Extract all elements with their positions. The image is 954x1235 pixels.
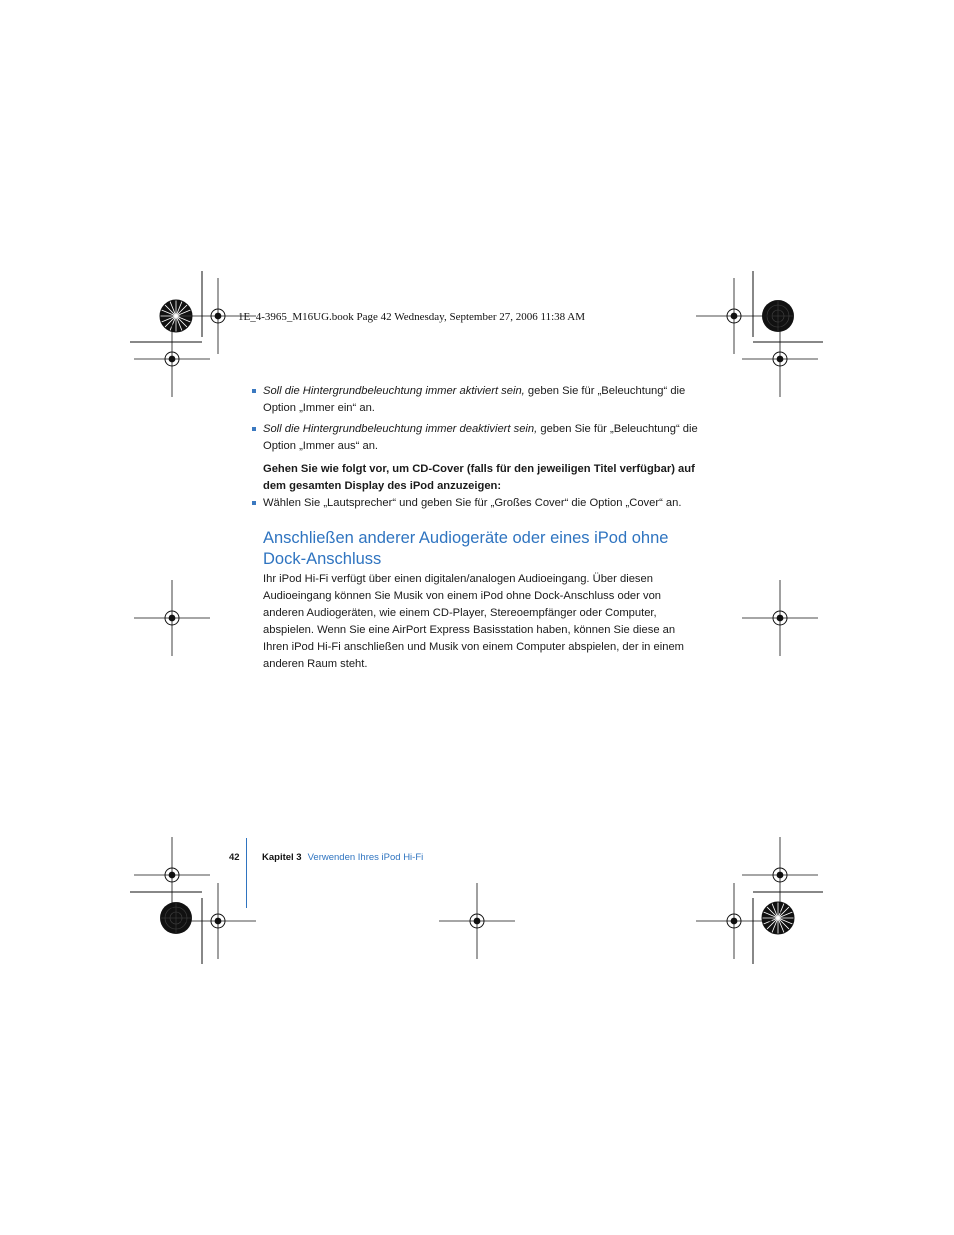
chapter-title: Verwenden Ihres iPod Hi-Fi: [307, 852, 424, 863]
page-number: 42: [229, 852, 240, 863]
footer-divider: [246, 838, 247, 908]
instruction-lead: Gehen Sie wie folgt vor, um CD-Cover (falls für den jeweiligen Titel verfügbar) auf dem gesamten Display des iPod anzuzeigen:: [263, 463, 695, 492]
list-item-text: geben Sie für „Beleuchtung“ die Option „Immer ein“ an.: [263, 385, 686, 414]
page-content: [263, 383, 698, 673]
print-job-header: 1E_4-3965_M16UG.book Page 42 Wednesday, September 27, 2006 11:38 AM: [238, 311, 586, 323]
list-item-italic: Soll die Hintergrundbeleuchtung immer aktiviert sein,: [263, 385, 525, 397]
footer-chapter: [262, 852, 423, 863]
list-item-text: Wählen Sie „Lautsprecher“ und geben Sie für „Großes Cover“ die Option „Cover“ an.: [263, 497, 682, 509]
bullet-icon: [252, 389, 256, 393]
section-body: Ihr iPod Hi-Fi verfügt über einen digitalen/analogen Audioeingang. Über diesen Audioeingang können Sie Musik von einem iPod ohne Dock-Anschluss oder von anderen Audiogeräten, wie einem CD-Player, Stereoempfänger oder Computer, abspielen. Wenn Sie eine AirPort Express Basisstation haben, können Sie diese an Ihren iPod Hi-Fi anschließen und Musik von einem Computer abspielen, der in einem anderen Raum steht.: [263, 573, 684, 670]
list-item-italic: Soll die Hintergrundbeleuchtung immer deaktiviert sein,: [263, 423, 538, 435]
bullet-icon: [252, 501, 256, 505]
list-item-backlight-on: [263, 383, 698, 417]
section-heading: Anschließen anderer Audiogeräte oder eines iPod ohne Dock-Anschluss: [263, 529, 669, 568]
list-item-text: geben Sie für „Beleuchtung“ die Option „Immer aus“ an.: [263, 423, 698, 452]
list-item-backlight-off: [263, 421, 698, 455]
list-item-cover: [263, 495, 698, 512]
chapter-label: Kapitel 3: [262, 852, 302, 863]
bullet-icon: [252, 427, 256, 431]
